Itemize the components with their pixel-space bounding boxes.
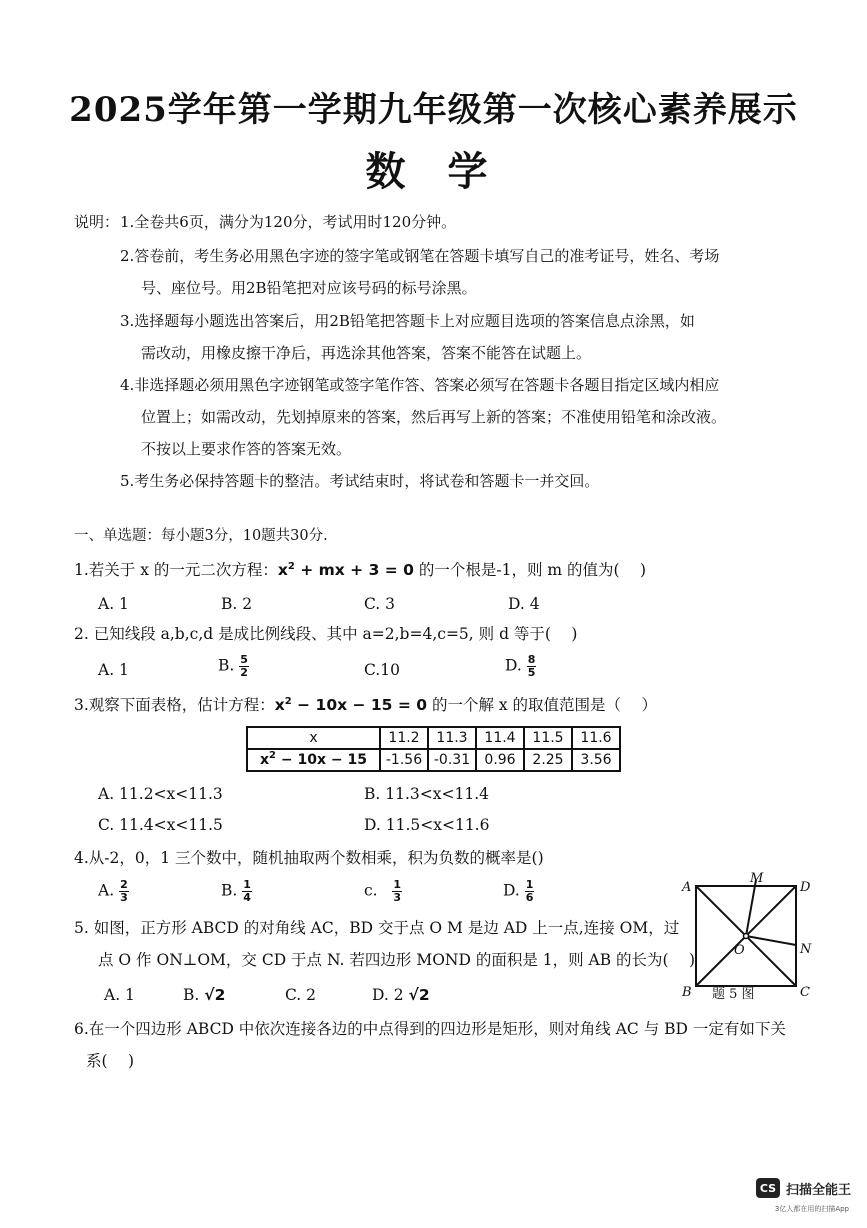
table-cell: 11.4	[476, 727, 524, 749]
q1-post: 的一个根是-1，则 m 的值为( )	[413, 561, 647, 579]
instruction-line: 1.全卷共6页，满分为120分，考试用时120分钟。	[120, 213, 457, 231]
q3-option-a: A. 11.2<x<11.3	[98, 785, 223, 803]
question-6-stem-line1: 6.在一个四边形 ABCD 中依次连接各边的中点得到的四边形是矩形，则对角线 AC 与 BD 一定有如下关	[74, 1020, 786, 1038]
fraction: $\frac{5}{2}$	[240, 653, 248, 679]
label-d: D	[800, 880, 811, 895]
table-cell: 11.2	[380, 727, 428, 749]
instruction-line: 2.答卷前，考生务必用黑色字迹的签字笔或钢笔在答题卡填写自己的准考证号，姓名、考场	[120, 247, 720, 265]
question-3-stem: 3.观察下面表格，估计方程：$x^2 - 10x - 15 = 0$ 的一个解 x 的取值范围是（ ）	[74, 696, 657, 714]
q3-option-d: D. 11.5<x<11.6	[364, 816, 490, 834]
table-cell: x	[247, 727, 380, 749]
scanner-logo-icon: CS	[756, 1178, 780, 1198]
q2-option-c: C.10	[364, 661, 400, 679]
q2-option-b: B. $\frac{5}{2}$	[218, 653, 248, 679]
q5-option-b: B. √2	[183, 986, 226, 1004]
section-heading: 一、单选题：每小题3分，10题共30分.	[74, 528, 328, 544]
table-cell: 11.5	[524, 727, 572, 749]
label-o: O	[734, 943, 745, 958]
q4-option-b: B. $\frac{1}{4}$	[221, 878, 251, 904]
scanner-brand: 扫描全能王	[785, 1182, 851, 1198]
q4-option-a: A. $\frac{2}{3}$	[98, 878, 128, 904]
q2-option-d: D. $\frac{8}{5}$	[505, 653, 536, 679]
fraction: $\frac{8}{5}$	[527, 653, 536, 679]
instruction-line: 3.选择题每小题选出答案后，用2B铅笔把答题卡上对应题目选项的答案信息点涂黑，如	[120, 312, 695, 330]
instruction-line: 需改动，用橡皮擦干净后，再选涂其他答案，答案不能答在试题上。	[141, 344, 592, 362]
label-c: C	[800, 985, 810, 1000]
label-n: N	[800, 942, 812, 957]
instruction-line: 位置上；如需改动，先划掉原来的答案，然后再写上新的答案；不准使用铅笔和涂改液。	[141, 408, 727, 426]
instructions-label: 说明：	[74, 213, 120, 231]
table-cell: -1.56	[380, 749, 428, 771]
q1-option-b: B. 2	[221, 595, 253, 613]
table-row	[247, 727, 620, 749]
table-cell: 3.56	[572, 749, 620, 771]
label-b: B	[682, 985, 692, 1000]
q1-equation: $x^2$ + mx + 3 = 0	[277, 561, 414, 579]
scanner-tagline: 3亿人都在用的扫描App	[774, 1205, 849, 1213]
q1-option-d: D. 4	[508, 595, 540, 613]
question-2-stem: 2. 已知线段 a,b,c,d 是成比例线段、其中 a=2,b=4,c=5, 则 d 等于( )	[74, 625, 578, 643]
figure-caption: 题 5 图	[712, 987, 755, 1002]
q2-option-a: A. 1	[98, 661, 129, 679]
table-cell: $x^2 - 10x - 15$	[247, 749, 380, 771]
q5-square-figure	[676, 866, 816, 1006]
table-cell: 2.25	[524, 749, 572, 771]
scanner-watermark	[756, 1178, 851, 1198]
fraction: $\frac{2}{3}$	[120, 878, 128, 904]
instruction-line: 5.考生务必保持答题卡的整洁。考试结束时，将试卷和答题卡一并交回。	[120, 472, 600, 490]
q3-value-table	[246, 726, 621, 772]
q1-option-c: C. 3	[364, 595, 396, 613]
table-cell: 11.3	[428, 727, 476, 749]
q1-pre: 1.若关于 x 的一元二次方程：	[74, 561, 278, 579]
label-m: M	[750, 871, 764, 886]
q5-option-c: C. 2	[285, 986, 317, 1004]
point-o	[744, 934, 749, 939]
q1-option-a: A. 1	[98, 595, 129, 613]
table-cell: 0.96	[476, 749, 524, 771]
q4-option-c: c. $\frac{1}{3}$	[364, 878, 402, 904]
question-4-stem: 4.从-2，0，1 三个数中，随机抽取两个数相乘，积为负数的概率是()	[74, 849, 544, 867]
instruction-line: 号、座位号。用2B铅笔把对应该号码的标号涂黑。	[141, 279, 477, 297]
q3-option-c: C. 11.4<x<11.5	[98, 816, 223, 834]
question-5-stem-line2: 点 O 作 ON⊥OM，交 CD 于点 N. 若四边形 MOND 的面积是 1，则 AB 的长为( )	[98, 951, 696, 969]
fraction: $\frac{1}{6}$	[525, 878, 534, 904]
q4-option-d: D. $\frac{1}{6}$	[503, 878, 534, 904]
subject-title: 数 学	[365, 148, 502, 195]
instruction-line: 不按以上要求作答的答案无效。	[141, 440, 352, 458]
question-1-stem	[74, 560, 646, 580]
q5-option-a: A. 1	[104, 986, 135, 1004]
q3-option-b: B. 11.3<x<11.4	[364, 785, 489, 803]
table-cell: -0.31	[428, 749, 476, 771]
instruction-line: 4.非选择题必须用黑色字迹钢笔或签字笔作答、答案必须写在答题卡各题目指定区域内相应	[120, 376, 720, 394]
table-row	[247, 749, 620, 771]
question-5-stem-line1: 5. 如图，正方形 ABCD 的对角线 AC，BD 交于点 O M 是边 AD 上一点,连接 OM，过	[74, 919, 680, 937]
fraction: $\frac{1}{3}$	[393, 878, 402, 904]
label-a: A	[682, 880, 692, 895]
exam-title: 2025学年第一学期九年级第一次核心素养展示	[69, 90, 798, 130]
q5-option-d: D. 2 √2	[372, 986, 430, 1004]
fraction: $\frac{1}{4}$	[243, 878, 251, 904]
q3-equation: $x^2 - 10x - 15 = 0$	[274, 696, 428, 714]
question-6-stem-line2: 系( )	[86, 1052, 135, 1070]
table-cell: 11.6	[572, 727, 620, 749]
